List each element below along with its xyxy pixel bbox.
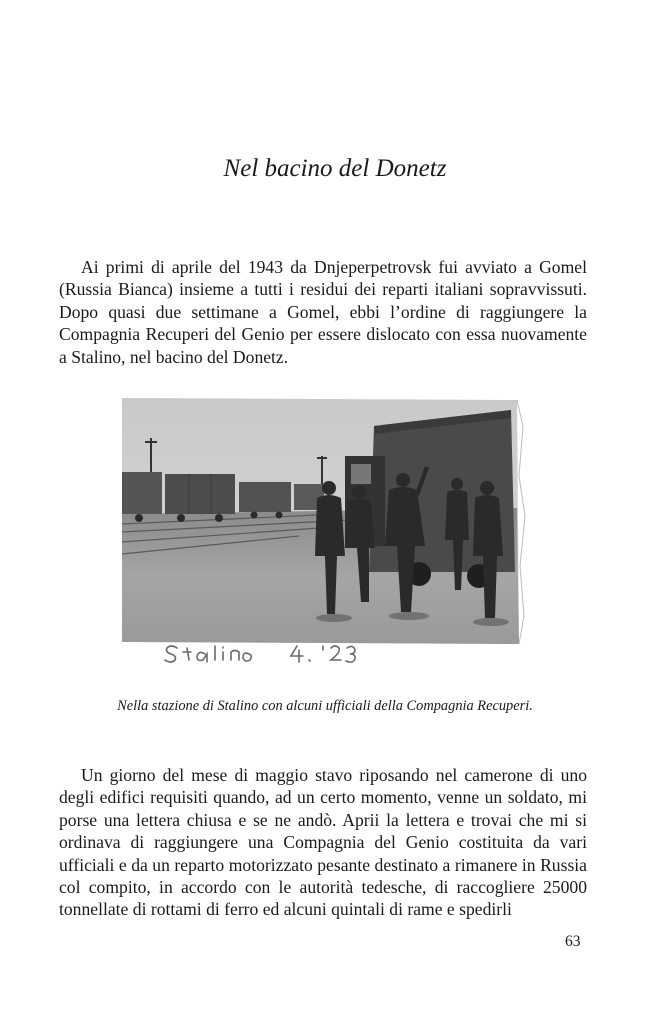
photo-illustration xyxy=(119,396,529,670)
chapter-title: Nel bacino del Donetz xyxy=(223,155,447,182)
page-number: 63 xyxy=(565,933,581,950)
handwritten-inscription xyxy=(165,646,355,662)
photo-caption: Nella stazione di Stalino con alcuni ufficiali della Compagnia Recuperi. xyxy=(117,698,533,714)
paragraph-2: Un giorno del mese di maggio stavo riposando nel camerone di uno degli edifici requisiti quando, ad un certo momento, venne un soldato, mi porse una lettera chiusa e se ne andò. Aprii la lettera e trovai che mi si ordinava di raggiungere una Compagnia del Genio costituita da vari ufficiali e da un reparto motorizzato pesante destinato a rimanere in Russia col compito, in accordo con le autorità tedesche, di raccogliere 25000 tonnellate di rottami di ferro ed alcuni quintali di rame e spedirli xyxy=(59,765,587,920)
historical-photo xyxy=(119,396,529,670)
paragraph-1: Ai primi di aprile del 1943 da Dnjeperpetrovsk fui avviato a Gomel (Russia Bianca) insieme a tutti i residui dei reparti italiani sopravvissuti. Dopo quasi due settimane a Gomel, ebbi l’ordine di raggiungere la Compagnia Recuperi del Genio per essere dislocato con essa nuovamente a Stalino, nel bacino del Donetz. xyxy=(59,257,587,367)
